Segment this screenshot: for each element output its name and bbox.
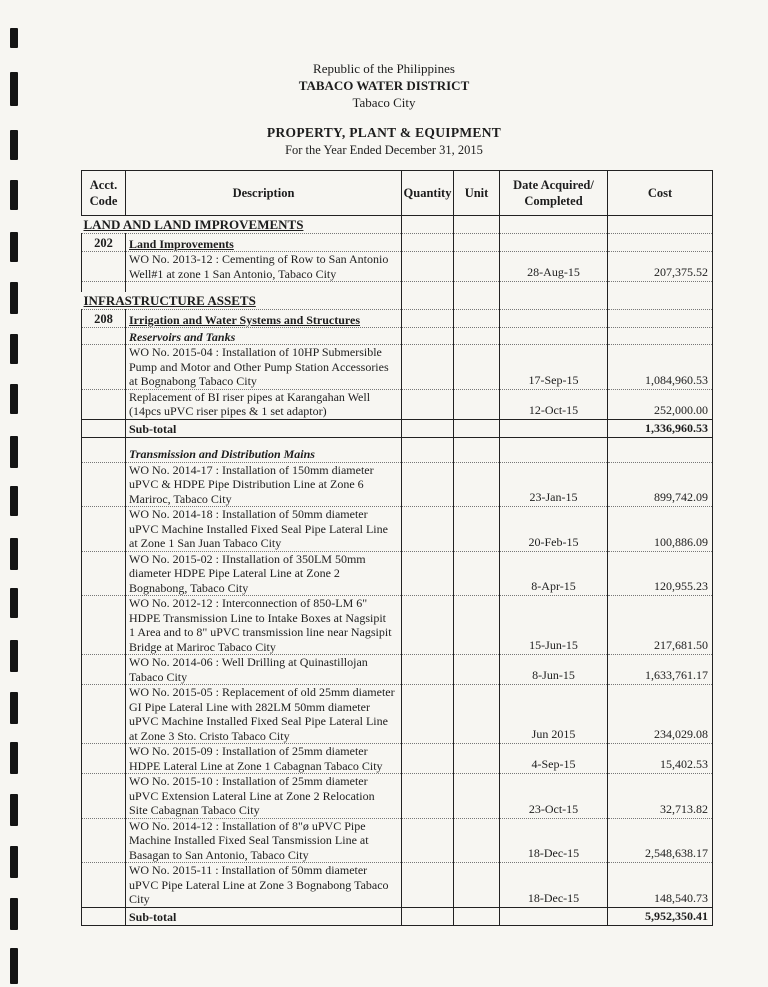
empty-cell bbox=[500, 282, 608, 293]
empty-cell bbox=[82, 389, 126, 419]
empty-cell bbox=[454, 216, 500, 234]
empty-cell bbox=[608, 216, 713, 234]
item-description-line: 1 Area and to 8" uPVC transmission line near Nagsipit bbox=[129, 625, 392, 639]
empty-cell bbox=[608, 282, 713, 293]
item-cost: 120,955.23 bbox=[608, 551, 713, 596]
document-header bbox=[0, 60, 768, 111]
item-description bbox=[126, 462, 402, 507]
item-quantity bbox=[402, 252, 454, 282]
subgroup-heading: Reservoirs and Tanks bbox=[126, 328, 402, 345]
table-row bbox=[82, 863, 713, 908]
subtotal-value: 5,952,350.41 bbox=[608, 907, 713, 925]
report-title-block bbox=[0, 124, 768, 159]
item-cost: 899,742.09 bbox=[608, 462, 713, 507]
empty-cell bbox=[608, 446, 713, 463]
account-row bbox=[82, 234, 713, 252]
table-row bbox=[82, 551, 713, 596]
item-description-line: HDPE Transmission Line to Intake Boxes at Nagsipit bbox=[129, 610, 386, 625]
item-cost: 217,681.50 bbox=[608, 596, 713, 655]
col-header-cost: Cost bbox=[608, 171, 713, 216]
empty-cell bbox=[402, 446, 454, 463]
empty-cell bbox=[82, 744, 126, 774]
item-quantity bbox=[402, 863, 454, 908]
item-description-line: WO No. 2014-18 : Installation of 50mm diameter bbox=[129, 507, 368, 521]
col-header-description: Description bbox=[126, 171, 402, 216]
empty-cell bbox=[454, 328, 500, 345]
item-description bbox=[126, 389, 402, 419]
item-description-line: diameter HDPE Pipe Lateral Line at Zone 2 bbox=[129, 566, 340, 580]
empty-cell bbox=[82, 596, 126, 655]
item-description-line: Basagan to San Antonio, Tabaco City bbox=[129, 847, 309, 862]
item-date: 28-Aug-15 bbox=[500, 252, 608, 282]
category-heading: INFRASTRUCTURE ASSETS bbox=[82, 292, 402, 310]
empty-cell bbox=[402, 282, 454, 293]
empty-cell bbox=[82, 252, 126, 282]
item-quantity bbox=[402, 655, 454, 685]
empty-cell bbox=[82, 655, 126, 685]
empty-cell bbox=[82, 282, 126, 293]
item-date: 23-Oct-15 bbox=[500, 774, 608, 819]
empty-cell bbox=[454, 310, 500, 328]
item-description-line: WO No. 2014-17 : Installation of 150mm diameter bbox=[129, 462, 374, 477]
item-unit bbox=[454, 507, 500, 552]
item-description-line: Machine Installed Fixed Seal Tansmission Line at bbox=[129, 833, 369, 847]
item-quantity bbox=[402, 551, 454, 596]
item-description-line: uPVC Pipe Lateral Line at Zone 3 Bognabong Tabaco bbox=[129, 877, 389, 892]
item-date: 12-Oct-15 bbox=[500, 389, 608, 419]
item-cost: 100,886.09 bbox=[608, 507, 713, 552]
table-row bbox=[82, 252, 713, 282]
table-row bbox=[82, 818, 713, 863]
item-quantity bbox=[402, 818, 454, 863]
item-quantity bbox=[402, 774, 454, 819]
header-agency: TABACO WATER DISTRICT bbox=[298, 78, 470, 93]
empty-cell bbox=[126, 282, 402, 293]
item-date: 4-Sep-15 bbox=[500, 744, 608, 774]
empty-cell bbox=[82, 419, 126, 437]
item-date: 17-Sep-15 bbox=[500, 345, 608, 390]
empty-cell bbox=[454, 234, 500, 252]
empty-cell bbox=[82, 437, 126, 446]
item-cost: 1,633,761.17 bbox=[608, 655, 713, 685]
empty-cell bbox=[608, 437, 713, 446]
item-description-line: WO No. 2015-10 : Installation of 25mm diameter bbox=[129, 774, 368, 788]
item-description bbox=[126, 345, 402, 390]
item-unit bbox=[454, 551, 500, 596]
item-description-line: Bridge at Mariroc Tabaco City bbox=[129, 639, 276, 654]
table-row bbox=[82, 345, 713, 390]
item-description-line: uPVC Machine Installed Fixed Seal Pipe Lateral Line bbox=[129, 714, 388, 728]
table-row bbox=[82, 596, 713, 655]
item-unit bbox=[454, 863, 500, 908]
item-unit bbox=[454, 345, 500, 390]
item-unit bbox=[454, 744, 500, 774]
empty-cell bbox=[454, 437, 500, 446]
empty-cell bbox=[454, 282, 500, 293]
col-header-code: Acct. Code bbox=[82, 171, 126, 216]
item-description-line: Well#1 at zone 1 San Antonio, Tabaco City bbox=[129, 266, 337, 281]
empty-cell bbox=[82, 818, 126, 863]
account-code: 202 bbox=[82, 234, 126, 252]
item-date: 20-Feb-15 bbox=[500, 507, 608, 552]
item-cost: 15,402.53 bbox=[608, 744, 713, 774]
report-period: For the Year Ended December 31, 2015 bbox=[285, 143, 483, 157]
table-row bbox=[82, 655, 713, 685]
account-name: Land Improvements bbox=[126, 234, 402, 252]
item-quantity bbox=[402, 744, 454, 774]
item-quantity bbox=[402, 596, 454, 655]
empty-cell bbox=[82, 863, 126, 908]
category-heading: LAND AND LAND IMPROVEMENTS bbox=[82, 216, 402, 234]
report-title: PROPERTY, PLANT & EQUIPMENT bbox=[266, 125, 502, 140]
empty-cell bbox=[402, 292, 454, 310]
item-description-line: at Bognabong Tabaco City bbox=[129, 374, 257, 388]
item-quantity bbox=[402, 507, 454, 552]
empty-cell bbox=[454, 907, 500, 925]
empty-cell bbox=[402, 234, 454, 252]
item-cost: 1,084,960.53 bbox=[608, 345, 713, 390]
col-header-unit: Unit bbox=[454, 171, 500, 216]
item-description-line: WO No. 2014-06 : Well Drilling at Quinastillojan bbox=[129, 655, 368, 669]
empty-cell bbox=[454, 419, 500, 437]
empty-cell bbox=[82, 551, 126, 596]
item-unit bbox=[454, 252, 500, 282]
item-description-line: uPVC Machine Installed Fixed Seal Pipe Lateral Line bbox=[129, 521, 388, 536]
empty-cell bbox=[82, 774, 126, 819]
empty-cell bbox=[500, 419, 608, 437]
empty-cell bbox=[608, 310, 713, 328]
item-description bbox=[126, 774, 402, 819]
table-row bbox=[82, 744, 713, 774]
empty-cell bbox=[500, 216, 608, 234]
item-description bbox=[126, 818, 402, 863]
item-date: 23-Jan-15 bbox=[500, 462, 608, 507]
empty-cell bbox=[82, 685, 126, 744]
empty-cell bbox=[500, 907, 608, 925]
empty-cell bbox=[500, 328, 608, 345]
item-date: 8-Jun-15 bbox=[500, 655, 608, 685]
empty-cell bbox=[608, 234, 713, 252]
item-cost: 207,375.52 bbox=[608, 252, 713, 282]
empty-cell bbox=[500, 234, 608, 252]
item-description-line: WO No. 2013-12 : Cementing of Row to San Antonio bbox=[129, 252, 389, 266]
item-unit bbox=[454, 774, 500, 819]
item-unit bbox=[454, 818, 500, 863]
item-description-line: WO No. 2014-12 : Installation of 8"ø uPVC Pipe bbox=[129, 818, 366, 833]
table-row bbox=[82, 774, 713, 819]
subgroup-row bbox=[82, 446, 713, 463]
item-unit bbox=[454, 596, 500, 655]
item-unit bbox=[454, 655, 500, 685]
item-date: Jun 2015 bbox=[500, 685, 608, 744]
item-description-line: Mariroc, Tabaco City bbox=[129, 491, 232, 506]
empty-cell bbox=[82, 907, 126, 925]
item-description-line: Replacement of BI riser pipes at Karangahan Well bbox=[129, 389, 371, 404]
subtotal-value: 1,336,960.53 bbox=[608, 419, 713, 437]
item-description-line: uPVC & HDPE Pipe Distribution Line at Zone 6 bbox=[129, 477, 364, 491]
table-header-row bbox=[82, 171, 713, 216]
item-description bbox=[126, 252, 402, 282]
item-quantity bbox=[402, 345, 454, 390]
item-description-line: (14pcs uPVC riser pipes & 1 set adaptor) bbox=[129, 404, 327, 418]
item-description-line: at Zone 3 Sto. Cristo Tabaco City bbox=[129, 728, 290, 743]
table-row bbox=[82, 507, 713, 552]
empty-cell bbox=[454, 292, 500, 310]
table-row bbox=[82, 462, 713, 507]
item-description bbox=[126, 744, 402, 774]
item-description bbox=[126, 596, 402, 655]
item-description-line: HDPE Lateral Line at Zone 1 Cabagnan Tabaco City bbox=[129, 758, 383, 773]
item-description-line: WO No. 2015-11 : Installation of 50mm diameter bbox=[129, 863, 368, 877]
spacer-row bbox=[82, 282, 713, 293]
empty-cell bbox=[500, 446, 608, 463]
item-description bbox=[126, 685, 402, 744]
item-description-line: City bbox=[129, 892, 150, 906]
col-header-date: Date Acquired/ Completed bbox=[500, 171, 608, 216]
empty-cell bbox=[500, 292, 608, 310]
item-cost: 2,548,638.17 bbox=[608, 818, 713, 863]
subgroup-heading: Transmission and Distribution Mains bbox=[126, 446, 402, 463]
item-date: 8-Apr-15 bbox=[500, 551, 608, 596]
account-row bbox=[82, 310, 713, 328]
table-row bbox=[82, 685, 713, 744]
item-description-line: Site Cabagnan Tabaco City bbox=[129, 803, 260, 817]
item-cost: 234,029.08 bbox=[608, 685, 713, 744]
item-cost: 32,713.82 bbox=[608, 774, 713, 819]
category-row bbox=[82, 216, 713, 234]
item-description-line: Bognabong, Tabaco City bbox=[129, 580, 249, 595]
item-description bbox=[126, 551, 402, 596]
item-unit bbox=[454, 389, 500, 419]
item-description-line: uPVC Extension Lateral Line at Zone 2 Relocation bbox=[129, 788, 375, 803]
item-description bbox=[126, 863, 402, 908]
item-unit bbox=[454, 462, 500, 507]
subtotal-label: Sub-total bbox=[126, 907, 402, 925]
item-description-line: Pump and Motor and Other Pump Station Accessories bbox=[129, 359, 389, 374]
item-description-line: Tabaco City bbox=[129, 669, 188, 684]
item-quantity bbox=[402, 389, 454, 419]
empty-cell bbox=[500, 310, 608, 328]
col-header-quantity: Quantity bbox=[402, 171, 454, 216]
empty-cell bbox=[608, 328, 713, 345]
empty-cell bbox=[454, 446, 500, 463]
empty-cell bbox=[402, 907, 454, 925]
subtotal-row bbox=[82, 907, 713, 925]
empty-cell bbox=[402, 419, 454, 437]
item-description bbox=[126, 655, 402, 685]
table-row bbox=[82, 389, 713, 419]
item-quantity bbox=[402, 462, 454, 507]
item-cost: 148,540.73 bbox=[608, 863, 713, 908]
item-unit bbox=[454, 685, 500, 744]
empty-cell bbox=[608, 292, 713, 310]
header-city: Tabaco City bbox=[352, 95, 416, 110]
subtotal-row bbox=[82, 419, 713, 437]
category-row bbox=[82, 292, 713, 310]
account-name: Irrigation and Water Systems and Structures bbox=[126, 310, 402, 328]
empty-cell bbox=[402, 310, 454, 328]
item-description-line: WO No. 2015-09 : Installation of 25mm diameter bbox=[129, 744, 368, 758]
item-description-line: GI Pipe Lateral Line with 282LM 50mm diameter bbox=[129, 699, 370, 714]
item-description-line: WO No. 2012-12 : Interconnection of 850-LM 6" bbox=[129, 596, 368, 610]
item-cost: 252,000.00 bbox=[608, 389, 713, 419]
empty-cell bbox=[82, 328, 126, 345]
account-code: 208 bbox=[82, 310, 126, 328]
header-country: Republic of the Philippines bbox=[313, 61, 455, 76]
item-description-line: WO No. 2015-02 : IInstallation of 350LM 50mm bbox=[129, 551, 366, 566]
empty-cell bbox=[82, 345, 126, 390]
subgroup-row bbox=[82, 328, 713, 345]
subtotal-label: Sub-total bbox=[126, 419, 402, 437]
item-quantity bbox=[402, 685, 454, 744]
empty-cell bbox=[82, 507, 126, 552]
empty-cell bbox=[402, 437, 454, 446]
empty-cell bbox=[402, 328, 454, 345]
empty-cell bbox=[82, 446, 126, 463]
empty-cell bbox=[500, 437, 608, 446]
item-description-line: WO No. 2015-04 : Installation of 10HP Submersible bbox=[129, 345, 382, 359]
item-description bbox=[126, 507, 402, 552]
item-description-line: WO No. 2015-05 : Replacement of old 25mm diameter bbox=[129, 685, 395, 699]
item-date: 18-Dec-15 bbox=[500, 818, 608, 863]
spacer-row bbox=[82, 437, 713, 446]
item-date: 15-Jun-15 bbox=[500, 596, 608, 655]
empty-cell bbox=[402, 216, 454, 234]
item-description-line: at Zone 1 San Juan Tabaco City bbox=[129, 536, 282, 550]
item-date: 18-Dec-15 bbox=[500, 863, 608, 908]
ppe-table bbox=[81, 170, 713, 926]
empty-cell bbox=[82, 462, 126, 507]
empty-cell bbox=[126, 437, 402, 446]
